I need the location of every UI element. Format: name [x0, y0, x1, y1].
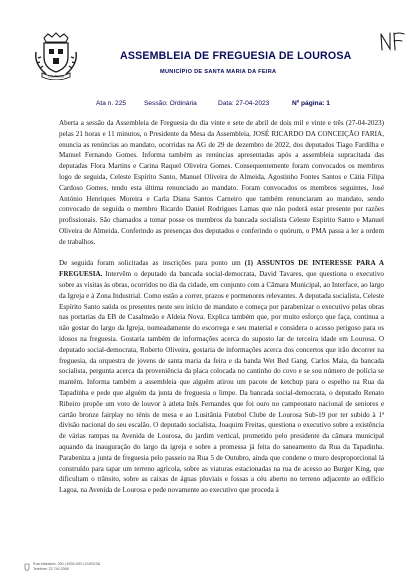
footer-phone-line: Telefone: 22 744 2008: [33, 567, 69, 571]
agenda-text: Intervêm o deputado da bancada social-democrata, David Tavares, que questiona o executivo sobre as visitas às obras, ocorridos no dia da cidade, em conjunto com a Câmara Municipal, ao Interface, ao largo da Igreja e à Zona Industrial. Como estão a correr, prazos e pormenores relevantes. A deputada socialista, Celeste Espírito Santo saúda os presentes neste seu início de mandato e começa por parabenizar o executivo pelas obras nas portarias da EB de Casalmeão e Aldeia Nova. Explica também que, por muito esforço que faça, continua a não gostar do largo da Igreja, nomeadamente do escorrega e seu material e considera o acesso perigoso para os idosos na freguesia. Gostaria também de informações acerca do suposto lar de terceira idade em Lourosa. O deputado social-democrata, Roberto Oliveira, gostaria de informações acerca dos concertos que irão decorrer na freguesia, da orquestra de jovens de santa maria da feira e da banda Wet Bed Gang. Carlos Maia, da bancada socialista, pergunta acerca da proveniência da placa colocada no cantinho do covo e se sou número de polícia se mantém. Informa também a assembleia que alguém atirou um pacote de ketchup para o espelho na Rua da Tapadinha e pede que alguém da junta de freguesia o limpe. Da bancada social-democrata, o deputado Renato Ribeiro propõe um voto de louvor à atleta Inês Fernandes que foi ouro no campeonato nacional de seniores e cartão bronze fairplay no ténis de mesa e ao Lusitânia Futebol Clube de Lourosa Sub-19 por ter subido à 1ª divisão nacional do seu escalão. O deputado socialista, Joaquim Freitas, questiona o executivo sobre a existência de várias rampas na Avenida de Lourosa, do jardim vertical, prometido pelo presidente da câmara municipal aquando da inauguração do largo da igreja e sobre a promessa já feita do saneamento da Rua da Tapadinha. Parabeniza a junta de freguesia pelo passeio na Rua 5 de Outubro, ainda que condene o muro desproporcional lá construído para tapar um terreno agrícola, sobre as viaturas estacionadas na rua de acesso ao Burger King, que dificultam o trânsito, sobre as caixas de águas pluviais e fossas a céu aberto no terreno adjacente ao edifício Lagoa, na Avenida de Lourosa e pede novamente ao executivo que proceda à: [59, 270, 384, 495]
municipality-subtitle: MUNICÍPIO DE SANTA MARIA DA FEIRA: [160, 69, 277, 75]
crest-label: LOUROSA: [48, 74, 64, 79]
letterhead: [24, 24, 394, 84]
agenda-lead: De seguida foram solicitadas as inscrições para ponto um: [59, 259, 245, 268]
footer-logo-icon: [24, 563, 30, 571]
session-type: Sessão: Ordinária: [144, 100, 197, 107]
minutes-number: Ata n. 225: [96, 100, 127, 107]
footer-address: [33, 562, 100, 572]
coat-of-arms-icon: [32, 32, 80, 80]
agenda-heading: (1) ASSUNTOS DE INTERESSE PARA A FREGUESIA.: [59, 259, 384, 279]
session-date: Data: 27-04-2023: [218, 100, 270, 107]
agenda-item-paragraph: [59, 258, 384, 496]
minutes-body: [59, 118, 384, 507]
opening-paragraph: Aberta a sessão da Assembleia de Freguesia do dia vinte e sete de abril de dois mil e vinte e três (27-04-2023) pelas 21 horas e 11 minutos, o Presidente da Mesa da Assembleia, JOSÉ RICARDO DA CONCEIÇÃO FARIA, enuncia as renúncias ao mandato, ocorridas na AG de 29 de dezembro de 2022, dos deputados Tiago Fardilha e Manuel Fernando Gomes. Informa também as renúncias apresentadas após a assembleia supracitada das deputadas Flora Martins e Carina Raquel Oliveira Gomes. Consequentemente foram convocados os membros logo de seguida, Celeste Espírito Santo, Manuel Oliveira de Almeida, Agostinho Fontes Santos e Cátia Filipa Cardoso Gomes, tendo esta última renunciado ao mandato. Foram convocados os membros seguintes, José António Henriques Moreira e Carla Diana Santos Carneiro que também renunciaram ao mandato, sendo convocado de seguida o membro Ricardo Daniel Rodrigues Lamas que não poderá estar presente por razões profissionais. São chamados a tomar posse os membros da bancada socialista Celeste Espírito Santo e Manuel Oliveira de Almeida. Conferindo as presenças dos deputados e conferindo o quórum, o PMA passa a ler a ordem de trabalhos.: [59, 119, 384, 246]
handwritten-initials: [378, 30, 408, 52]
page-number: Nº página: 1: [292, 100, 330, 107]
assembly-title: ASSEMBLEIA DE FREGUESIA DE LOUROSA: [120, 50, 352, 62]
footer-address-line: Rua Infantário, 300 | 4535-000 LOUROSA: [33, 562, 101, 566]
